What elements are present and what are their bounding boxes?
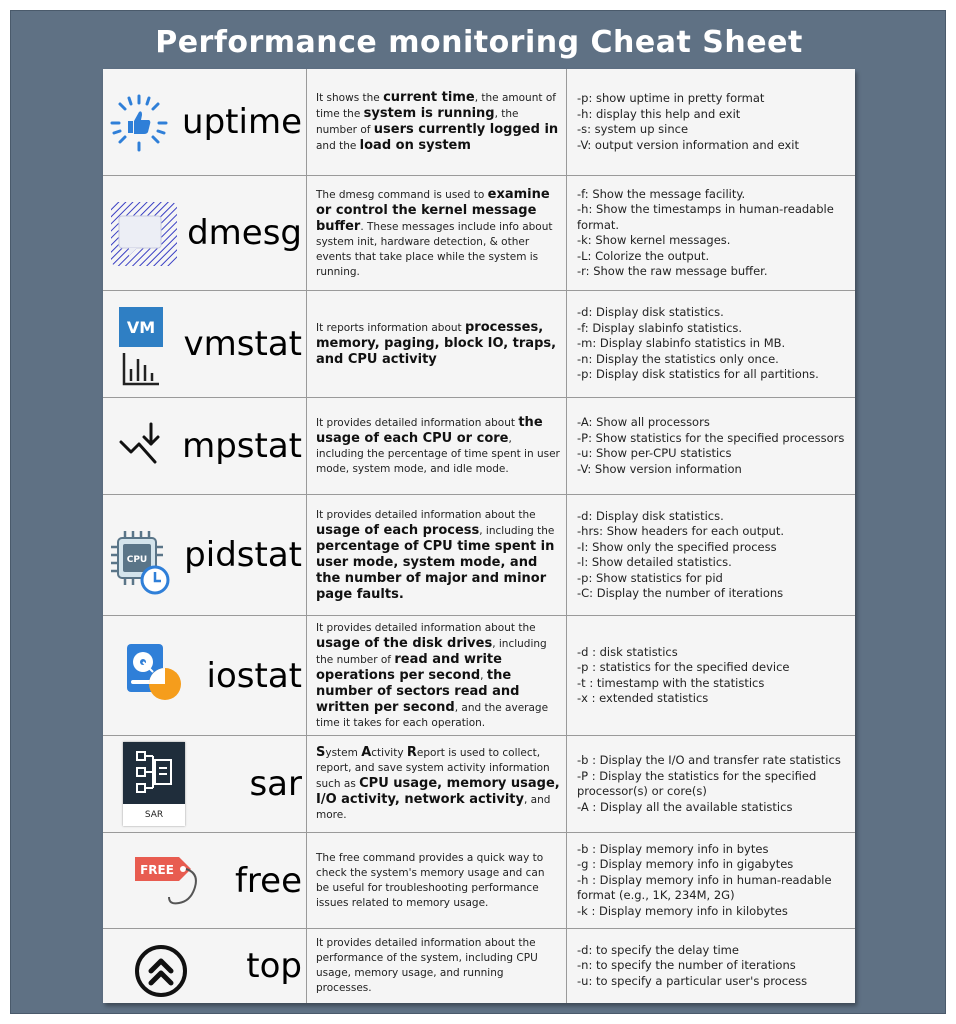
description-bold: current time [383,90,475,105]
option-item: -C: Display the number of iterations [577,586,784,600]
description-bold: percentage of CPU time spent in user mode, system mode, and the number of major and minor page faults. [316,538,555,602]
row-dmesg [103,175,855,290]
cheat-sheet-table [103,69,855,1003]
description [316,508,560,603]
option-item: -p: Show statistics for pid [577,570,723,585]
description-text: The free command provides a quick way to check the system's memory usage and can be useful for troubleshooting performance issues related to memory usage. [316,851,545,909]
option-item: -n: to specify the number of iterations [577,958,796,973]
options-cell [567,398,855,494]
option-item: -A: Show all processors [577,415,710,429]
description-cell [306,736,567,832]
description-bold: the usage of each CPU or core [316,415,543,446]
page-title: Performance monitoring Cheat Sheet [155,25,803,60]
description-cell [306,616,567,735]
option-item: -A : Display all the available statistics [577,799,793,814]
option-item: -k : Display memory info in kilobytes [577,903,788,918]
command-name: top [246,946,302,986]
options-cell [567,69,855,175]
command-name: sar [249,764,302,804]
option-item: -h: Show the timestamps in human-readable format. [577,202,834,232]
option-item: -P: Show statistics for the specified processors [577,430,845,445]
command-name: vmstat [183,324,302,364]
command-cell [103,833,306,928]
option-item: -x : extended statistics [577,691,709,705]
row-top [103,928,855,1003]
command-name: uptime [182,102,302,142]
command-cell [103,398,306,494]
description-text: , the amount of time the [316,92,556,120]
row-pidstat [103,494,855,615]
option-item: -I: Show only the specified process [577,539,777,554]
description-bold: load on system [359,138,471,153]
option-item: -f: Show the message facility. [577,186,746,201]
row-free [103,832,855,928]
description-cell [306,398,567,494]
options-cell [567,929,855,1003]
description-text: , the number of [316,108,519,136]
option-item: -hrs: Show headers for each output. [577,524,784,538]
description-cell [306,69,567,175]
description-bold: S [316,745,326,760]
description-text: and the [316,140,360,152]
description-text: , and the average time it takes for each operation. [316,701,549,729]
option-item: -L: Colorize the output. [577,248,710,263]
option-item: -l: Show detailed statistics. [577,555,732,569]
thumbs-up-icon [109,93,169,153]
description-text: ctivity [371,747,407,759]
option-item: -f: Display slabinfo statistics. [577,320,743,335]
description-bold: usage of each process [316,522,480,538]
row-iostat [103,615,855,735]
command-cell [103,736,306,832]
option-item: -g : Display memory info in gigabytes [577,857,794,872]
description-text: It shows the [316,92,384,104]
description-bold: examine or control the kernel message buffer [316,186,550,234]
description [316,187,560,280]
option-item: -r: Show the raw message buffer. [577,264,768,278]
description-text: It provides detailed information about [316,417,519,429]
options-cell [567,616,855,735]
free-label: FREE [140,863,174,877]
option-item: -t : timestamp with the statistics [577,675,765,690]
description [316,936,560,996]
description-text: It provides detailed information about the [316,508,536,521]
description-text: It provides detailed information about the [316,621,536,634]
double-chevron-up-icon [133,943,189,999]
option-item: -d: Display disk statistics. [577,508,724,523]
option-item: -m: Display slabinfo statistics in MB. [577,336,786,351]
option-item: -p: show uptime in pretty format [577,91,765,105]
option-item: -h: display this help and exit [577,106,741,121]
description-cell [306,291,567,397]
description-text: , and more. [316,794,551,821]
description [316,415,560,477]
row-uptime [103,69,855,175]
vm-chart-icon [121,351,161,387]
description-bold: users currently logged in [373,122,559,137]
command-cell [103,69,306,175]
option-item: -u: Show per-CPU statistics [577,446,732,460]
description [316,851,560,911]
description-bold: system is running [363,106,495,121]
command-cell [103,495,306,615]
cpu-clock-icon [109,529,171,595]
options-cell [567,833,855,928]
command-name: free [234,860,302,901]
option-item: -P : Display the statistics for the specified processor(s) or core(s) [577,768,817,798]
option-item: -s: system up since [577,122,689,136]
description-bold: R [406,745,417,760]
options-cell [567,176,855,290]
description-bold: the number of sectors read and written per second [316,667,520,715]
description-text: ystem [325,747,362,759]
options-cell [567,291,855,397]
description-bold: usage of the disk drives [316,635,493,651]
row-vmstat [103,290,855,397]
description [316,745,560,823]
description-cell [306,833,567,928]
option-item: -d: to specify the delay time [577,942,739,957]
command-name: dmesg [187,213,302,253]
command-name: pidstat [184,535,302,575]
description-text: , including the number of [316,637,547,666]
option-item: -p : statistics for the specified device [577,660,790,674]
free-tag-icon [133,853,205,911]
description-text: , including the percentage of time spent in user mode, system mode, and idle mode. [316,433,560,475]
row-sar [103,735,855,832]
description-cell [306,176,567,290]
description-text: The dmesg command is used to [316,188,488,201]
description-bold: processes, memory, paging, block IO, traps, and CPU activity [316,320,557,367]
option-item: -b : Display the I/O and transfer rate statistics [577,753,841,767]
option-item: -d : disk statistics [577,644,678,659]
options-cell [567,495,855,615]
option-item: -k: Show kernel messages. [577,233,731,247]
description-text: eport is used to collect, report, and save system activity information such as [316,747,550,790]
description-text: It provides detailed information about the performance of the system, including CPU usage, memory usage, and running processes. [316,937,538,994]
option-item: -n: Display the statistics only once. [577,351,779,366]
description-cell [306,929,567,1003]
description-bold: CPU usage, memory usage, I/O activity, network activity [316,776,560,807]
row-mpstat [103,397,855,494]
command-name: mpstat [182,426,302,466]
sar-label: SAR [144,810,164,820]
description-bold: read and write operations per second [316,651,502,683]
description [316,621,560,731]
sar-report-icon [123,742,185,826]
description [316,90,560,154]
option-item: -V: Show version information [577,461,742,476]
option-item: -V: output version information and exit [577,137,799,152]
command-cell [103,616,306,735]
option-item: -p: Display disk statistics for all partitions. [577,367,819,382]
options-cell [567,736,855,832]
message-buffer-icon [111,202,177,266]
description-bold: A [361,745,372,760]
command-cell [103,929,306,1003]
cpu-label: CPU [126,555,148,565]
description-text: , including the [479,524,555,537]
disk-drive-icon [123,642,189,708]
option-item: -d: Display disk statistics. [577,305,724,320]
description-text: It reports information about [316,322,465,334]
vm-badge: VM [119,307,163,347]
command-cell [103,176,306,290]
description-cell [306,495,567,615]
command-name: iostat [206,655,302,696]
poster-frame [10,10,946,1014]
description-text: . These messages include info about system init, hardware detection, & other events that take place while the system is running. [316,220,553,278]
option-item: -b : Display memory info in bytes [577,841,769,856]
option-item: -h : Display memory info in human-readable format (e.g., 1K, 234M, 2G) [577,872,832,903]
option-item: -u: to specify a particular user's process [577,973,808,988]
trend-down-icon [117,420,165,468]
description-text: , [480,669,487,682]
description [316,320,560,368]
command-cell [103,291,306,397]
